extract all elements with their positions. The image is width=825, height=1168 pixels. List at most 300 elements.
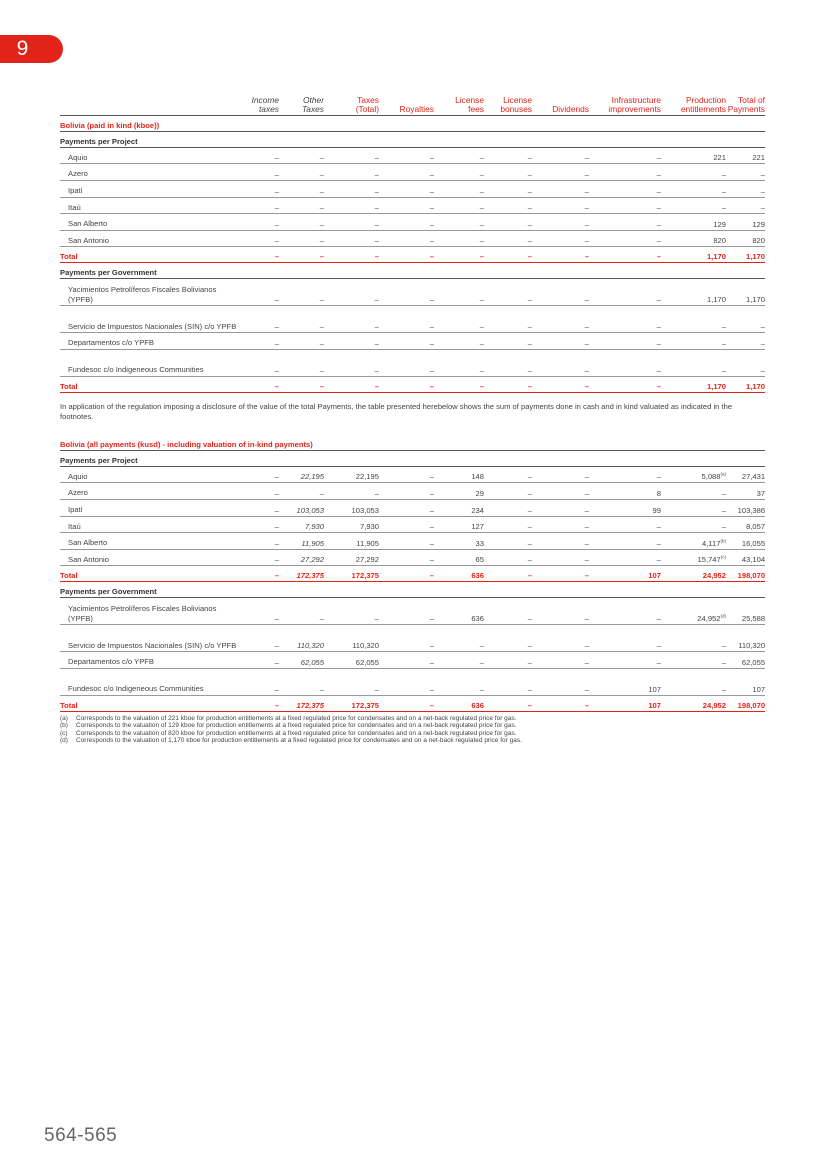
table-cell xyxy=(589,549,661,566)
table-cell xyxy=(379,598,434,625)
table-cell xyxy=(279,516,324,533)
cell-value: – xyxy=(479,236,484,246)
cell-value: – xyxy=(319,153,324,163)
table-cell xyxy=(484,197,532,214)
table-cell xyxy=(726,466,765,483)
cell-value: – xyxy=(429,538,434,548)
cell-value: – xyxy=(527,657,532,667)
cell-value: – xyxy=(374,684,379,694)
table-cell xyxy=(434,466,484,483)
cell-value: 1,170 xyxy=(706,295,726,305)
cell-value: – xyxy=(429,522,434,532)
table-cell xyxy=(532,333,589,350)
cell-value: – xyxy=(274,657,279,667)
cell-value: – xyxy=(319,365,324,375)
cell-value: – xyxy=(479,641,484,651)
table-cell xyxy=(589,349,661,376)
row-name: San Antonio xyxy=(60,230,240,247)
table-row xyxy=(60,181,765,198)
table-row xyxy=(60,279,765,306)
table-cell xyxy=(726,214,765,231)
cell-value: – xyxy=(274,488,279,498)
table-cell xyxy=(434,668,484,695)
cell-value: – xyxy=(479,203,484,213)
table-cell xyxy=(726,598,765,625)
cell-value: – xyxy=(479,252,484,262)
column-header-line1: Infrastructure xyxy=(611,96,661,105)
cell-value: – xyxy=(656,657,661,667)
table-cell xyxy=(379,549,434,566)
footnote xyxy=(60,730,765,737)
cell-value: – xyxy=(479,657,484,667)
column-header-line2: (Total) xyxy=(355,104,379,115)
table-cell xyxy=(532,483,589,500)
table-cell xyxy=(279,499,324,516)
cell-value: – xyxy=(429,219,434,229)
table-cell xyxy=(279,333,324,350)
table-cell xyxy=(324,466,379,483)
column-header-line2: fees xyxy=(468,104,484,115)
cell-value: – xyxy=(656,322,661,332)
table-cell xyxy=(726,197,765,214)
footnote-text: Corresponds to the valuation of 129 kboe for production entitlements at a fixed regulated price for condensates and on a net-back regulated price for gas. xyxy=(76,722,517,730)
cell-value: – xyxy=(584,641,589,651)
cell-value: 16,055 xyxy=(741,538,766,548)
cell-value: – xyxy=(584,170,589,179)
column-header-line1: License xyxy=(455,96,484,105)
column-header xyxy=(324,96,379,115)
table-cell xyxy=(434,247,484,263)
row-name: Aquio xyxy=(60,466,240,483)
row-name: Servicio de Impuestos Nacionales (SIN) c/o YPFB xyxy=(60,306,240,333)
cell-value: 5,088 xyxy=(701,472,721,482)
cell-value: – xyxy=(429,555,434,565)
table-cell xyxy=(279,625,324,652)
table-cell xyxy=(661,466,726,483)
payments-table-kind xyxy=(60,96,765,393)
cell-value: – xyxy=(274,236,279,246)
table-cell xyxy=(324,516,379,533)
cell-value: – xyxy=(721,488,726,498)
cell-value: 172,375 xyxy=(296,571,324,581)
cell-value: 234 xyxy=(471,505,484,515)
table-cell xyxy=(324,230,379,247)
subsection-title-label: Payments per Project xyxy=(60,131,765,147)
cell-value: – xyxy=(319,488,324,498)
cell-value: – xyxy=(527,538,532,548)
cell-value: – xyxy=(429,338,434,348)
table-cell xyxy=(661,279,726,306)
cell-value: – xyxy=(584,700,589,710)
cell-value: 11,905 xyxy=(301,538,324,548)
table-cell xyxy=(379,306,434,333)
cell-value: – xyxy=(527,614,532,624)
total-row xyxy=(60,695,765,711)
table-cell xyxy=(484,533,532,550)
table-cell xyxy=(379,230,434,247)
cell-value: 1,170 xyxy=(745,381,765,391)
column-header xyxy=(484,96,532,115)
table-cell xyxy=(661,181,726,198)
cell-value: – xyxy=(656,295,661,305)
table-cell xyxy=(532,668,589,695)
table-cell xyxy=(379,483,434,500)
table-cell xyxy=(661,349,726,376)
cell-value: – xyxy=(760,186,765,196)
table-row xyxy=(60,499,765,516)
table-cell xyxy=(324,598,379,625)
cell-value: 24,952 xyxy=(702,571,726,581)
cell-value: 103,386 xyxy=(737,505,766,515)
row-name: San Alberto xyxy=(60,533,240,550)
table-cell xyxy=(589,181,661,198)
table-cell xyxy=(589,247,661,263)
cell-value: – xyxy=(429,236,434,246)
cell-value: – xyxy=(319,203,324,213)
table-row xyxy=(60,306,765,333)
table2-body xyxy=(60,435,765,712)
row-name: Yacimientos Petrolíferos Fiscales Bolivianos (YPFB) xyxy=(60,279,240,306)
cell-value: 27,431 xyxy=(741,472,766,482)
cell-value: – xyxy=(760,322,765,332)
cell-value: – xyxy=(429,381,434,391)
table-cell xyxy=(434,197,484,214)
cell-value: – xyxy=(527,684,532,694)
table-cell xyxy=(240,533,279,550)
cell-value: 636 xyxy=(471,700,484,710)
table-cell xyxy=(379,466,434,483)
cell-value: – xyxy=(429,641,434,651)
cell-value: – xyxy=(656,219,661,229)
cell-value: – xyxy=(721,338,726,348)
cell-value: – xyxy=(721,203,726,213)
cell-value: – xyxy=(584,252,589,262)
table-cell xyxy=(589,499,661,516)
payments-table-all xyxy=(60,435,765,712)
table-cell xyxy=(589,147,661,164)
table-cell xyxy=(434,483,484,500)
cell-value: – xyxy=(274,555,279,565)
table-cell xyxy=(324,668,379,695)
table-cell xyxy=(324,695,379,711)
row-name: Departamentos c/o YPFB xyxy=(60,333,240,350)
cell-value: – xyxy=(656,641,661,651)
table-cell xyxy=(532,197,589,214)
cell-value: – xyxy=(479,219,484,229)
column-header xyxy=(589,96,661,115)
cell-value: – xyxy=(584,236,589,246)
cell-value: 15,747 xyxy=(697,555,721,565)
table-cell xyxy=(434,214,484,231)
cell-value: 62,055 xyxy=(355,657,379,667)
table-cell xyxy=(661,164,726,181)
cell-value: 62,055 xyxy=(300,657,324,667)
column-header xyxy=(661,96,726,115)
cell-value: – xyxy=(584,684,589,694)
footnote xyxy=(60,737,765,744)
table-row xyxy=(60,625,765,652)
table-cell xyxy=(532,499,589,516)
table-cell xyxy=(240,349,279,376)
table-cell xyxy=(324,533,379,550)
cell-value: – xyxy=(721,522,726,532)
column-header-line1: Total of xyxy=(737,96,765,105)
cell-value: 7,930 xyxy=(304,522,324,532)
table-cell xyxy=(279,566,324,582)
table-cell xyxy=(324,197,379,214)
column-header-line2: Taxes xyxy=(301,104,324,115)
cell-value: – xyxy=(374,203,379,213)
cell-value: – xyxy=(656,153,661,163)
total-row xyxy=(60,247,765,263)
cell-value: 11,905 xyxy=(356,538,379,548)
cell-value: – xyxy=(656,203,661,213)
cell-value: 24,952 xyxy=(697,614,721,624)
table-cell xyxy=(279,214,324,231)
table-cell xyxy=(589,695,661,711)
table-cell xyxy=(661,306,726,333)
cell-value: – xyxy=(274,614,279,624)
table-cell xyxy=(279,247,324,263)
cell-value: – xyxy=(584,295,589,305)
cell-value: – xyxy=(274,700,279,710)
cell-value: – xyxy=(319,322,324,332)
cell-value: – xyxy=(656,186,661,196)
table-cell xyxy=(484,164,532,181)
table-cell xyxy=(240,652,279,669)
table-cell xyxy=(434,516,484,533)
row-name: Total xyxy=(60,247,240,263)
table-cell xyxy=(434,376,484,392)
table-cell xyxy=(240,499,279,516)
column-header-line2: entitlements xyxy=(680,104,726,115)
cell-value: 33 xyxy=(475,538,484,548)
cell-value: – xyxy=(584,571,589,581)
table-cell xyxy=(279,197,324,214)
table-cell xyxy=(532,147,589,164)
footnotes xyxy=(60,715,765,745)
table-cell xyxy=(240,625,279,652)
table-cell xyxy=(434,164,484,181)
table-cell xyxy=(589,598,661,625)
cell-value: – xyxy=(274,381,279,391)
cell-value: – xyxy=(527,571,532,581)
table-cell xyxy=(379,625,434,652)
cell-value: – xyxy=(527,505,532,515)
table-cell xyxy=(589,483,661,500)
table-cell xyxy=(240,147,279,164)
cell-value: 1,170 xyxy=(745,252,765,262)
cell-value: – xyxy=(584,555,589,565)
cell-value: – xyxy=(374,170,379,179)
table-cell xyxy=(279,668,324,695)
table-cell xyxy=(240,279,279,306)
cell-value: – xyxy=(319,381,324,391)
table-cell xyxy=(240,181,279,198)
cell-value: – xyxy=(527,203,532,213)
table-cell xyxy=(434,333,484,350)
table-cell xyxy=(661,549,726,566)
footnote-ref: (b) xyxy=(720,538,726,544)
table-cell xyxy=(240,230,279,247)
table-cell xyxy=(532,533,589,550)
table-cell xyxy=(324,279,379,306)
cell-value: – xyxy=(656,614,661,624)
cell-value: – xyxy=(274,295,279,305)
table-cell xyxy=(484,306,532,333)
table-cell xyxy=(661,247,726,263)
row-name: Aquio xyxy=(60,147,240,164)
table-cell xyxy=(532,214,589,231)
table-cell xyxy=(279,549,324,566)
table-cell xyxy=(379,566,434,582)
cell-value: 148 xyxy=(471,472,484,482)
column-header xyxy=(279,96,324,115)
table-row xyxy=(60,466,765,483)
cell-value: – xyxy=(374,322,379,332)
cell-value: – xyxy=(374,153,379,163)
table-cell xyxy=(726,306,765,333)
table-cell xyxy=(279,695,324,711)
cell-value: – xyxy=(319,295,324,305)
row-name: Total xyxy=(60,566,240,582)
table-row xyxy=(60,516,765,533)
table-cell xyxy=(279,279,324,306)
table-cell xyxy=(324,247,379,263)
table-cell xyxy=(484,147,532,164)
cell-value: – xyxy=(479,322,484,332)
table-cell xyxy=(484,668,532,695)
cell-value: – xyxy=(721,657,726,667)
cell-value: – xyxy=(584,488,589,498)
footnote-label: (c) xyxy=(60,729,68,737)
cell-value: – xyxy=(429,153,434,163)
table-cell xyxy=(532,230,589,247)
table-cell xyxy=(661,652,726,669)
cell-value: – xyxy=(656,472,661,482)
cell-value: 636 xyxy=(471,571,484,581)
table-cell xyxy=(484,598,532,625)
table-cell xyxy=(661,214,726,231)
table-cell xyxy=(324,376,379,392)
cell-value: 172,375 xyxy=(351,700,379,710)
table-row xyxy=(60,197,765,214)
table-cell xyxy=(240,164,279,181)
column-header-line1: Production xyxy=(685,96,726,105)
cell-value: – xyxy=(656,365,661,375)
table-cell xyxy=(379,147,434,164)
table-cell xyxy=(240,214,279,231)
cell-value: 43,104 xyxy=(741,555,766,565)
table-cell xyxy=(484,466,532,483)
page-content xyxy=(60,96,765,745)
table-cell xyxy=(324,349,379,376)
table-cell xyxy=(279,533,324,550)
cell-value: – xyxy=(429,657,434,667)
row-name: Itaú xyxy=(60,516,240,533)
table-cell xyxy=(532,279,589,306)
column-header-line1: Other xyxy=(303,96,324,105)
cell-value: – xyxy=(527,338,532,348)
table-cell xyxy=(379,333,434,350)
cell-value: – xyxy=(479,684,484,694)
cell-value: – xyxy=(584,472,589,482)
cell-value: – xyxy=(429,472,434,482)
cell-value: 99 xyxy=(652,505,661,515)
section-title-label: Bolivia (all payments (kusd) - including valuation of in-kind payments) xyxy=(60,435,765,451)
cell-value: – xyxy=(429,488,434,498)
footnote-label: (a) xyxy=(60,714,68,722)
cell-value: – xyxy=(274,219,279,229)
cell-value: 820 xyxy=(713,236,726,246)
table-cell xyxy=(661,516,726,533)
table-cell xyxy=(484,652,532,669)
footnote-ref: (a) xyxy=(720,471,726,477)
cell-value: – xyxy=(479,365,484,375)
table-cell xyxy=(532,598,589,625)
table-row xyxy=(60,533,765,550)
table-cell xyxy=(324,214,379,231)
column-header xyxy=(240,96,279,115)
table-cell xyxy=(589,279,661,306)
cell-value: – xyxy=(721,365,726,375)
table-cell xyxy=(532,164,589,181)
cell-value: – xyxy=(656,555,661,565)
table-cell xyxy=(240,376,279,392)
cell-value: – xyxy=(374,252,379,262)
cell-value: – xyxy=(527,322,532,332)
cell-value: – xyxy=(274,203,279,213)
cell-value: – xyxy=(584,322,589,332)
footnote-label: (b) xyxy=(60,722,68,730)
table-row xyxy=(60,668,765,695)
cell-value: – xyxy=(479,170,484,179)
table-cell xyxy=(726,533,765,550)
footnote-ref: (c) xyxy=(720,554,726,560)
cell-value: 29 xyxy=(475,488,484,498)
cell-value: 107 xyxy=(648,571,661,581)
table-cell xyxy=(379,214,434,231)
table-cell xyxy=(484,349,532,376)
cell-value: – xyxy=(274,684,279,694)
table-cell xyxy=(484,516,532,533)
row-name: Yacimientos Petrolíferos Fiscales Bolivianos (YPFB) xyxy=(60,598,240,625)
table-cell xyxy=(434,695,484,711)
table-cell xyxy=(324,333,379,350)
column-header xyxy=(434,96,484,115)
cell-value: – xyxy=(274,322,279,332)
table-cell xyxy=(532,247,589,263)
cell-value: 8,057 xyxy=(746,522,766,532)
table-cell xyxy=(726,349,765,376)
cell-value: 110,320 xyxy=(738,641,766,651)
subsection-title-label: Payments per Government xyxy=(60,263,765,279)
cell-value: 107 xyxy=(648,700,661,710)
cell-value: – xyxy=(429,365,434,375)
table-cell xyxy=(240,197,279,214)
table-cell xyxy=(240,333,279,350)
table-cell xyxy=(661,499,726,516)
cell-value: – xyxy=(274,571,279,581)
table-cell xyxy=(532,695,589,711)
table-cell xyxy=(379,164,434,181)
table-cell xyxy=(726,230,765,247)
cell-value: 107 xyxy=(752,684,766,694)
table-cell xyxy=(726,549,765,566)
table-cell xyxy=(484,566,532,582)
table-cell xyxy=(484,483,532,500)
table-cell xyxy=(532,349,589,376)
